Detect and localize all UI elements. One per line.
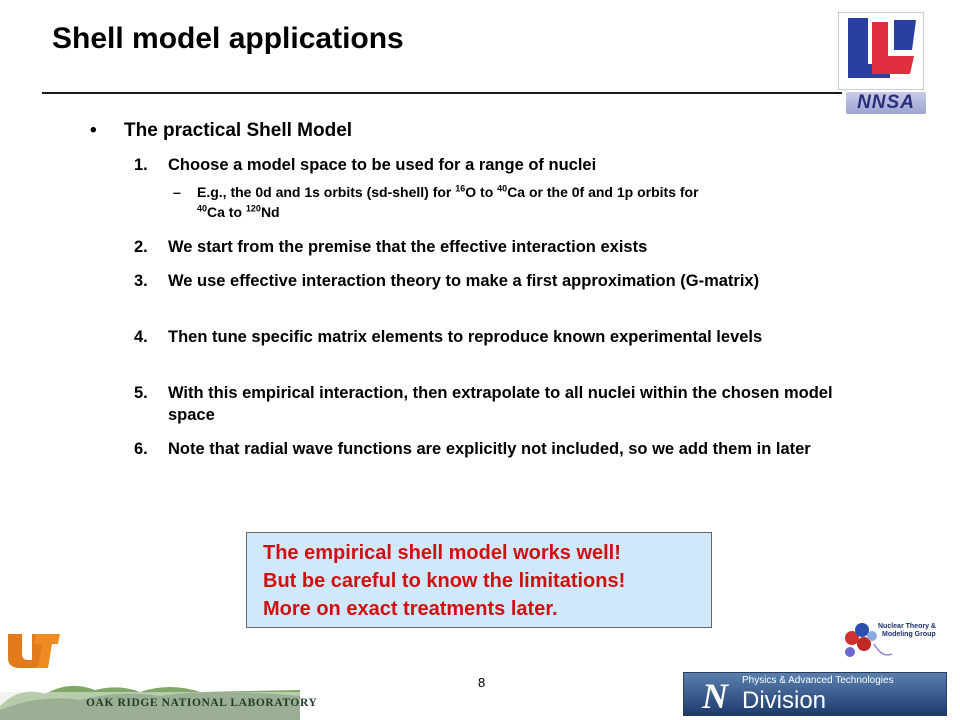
svg-text:Modeling Group: Modeling Group	[882, 631, 936, 638]
ornl-label: OAK RIDGE NATIONAL LABORATORY	[86, 697, 318, 709]
item-text: Note that radial wave functions are explicitly not included, so we add them in later	[168, 440, 811, 458]
sub-item-dash: –	[173, 184, 181, 200]
bullet-marker: •	[90, 120, 97, 141]
item-text: Choose a model space to be used for a range of nuclei	[168, 156, 597, 174]
callout-line: The empirical shell model works well!	[263, 542, 621, 564]
item-text: We start from the premise that the effective interaction exists	[168, 238, 648, 256]
llnl-logo-icon	[838, 12, 924, 90]
title-divider	[42, 92, 842, 94]
nuclear-theory-group-logo-icon	[842, 614, 954, 672]
bullet-label: The practical Shell Model	[124, 120, 353, 141]
callout-line: But be careful to know the limitations!	[263, 570, 626, 592]
n-division-name: Division	[742, 687, 827, 714]
ut-logo-icon	[6, 630, 60, 670]
slide-title: Shell model applications	[52, 22, 404, 55]
nnsa-logo: NNSA	[846, 92, 926, 114]
n-division-banner	[683, 672, 947, 716]
callout-box	[246, 532, 712, 628]
item-text: We use effective interaction theory to make a first approximation (G-matrix)	[168, 272, 760, 290]
item-number: 6.	[134, 440, 148, 458]
item-number: 3.	[134, 272, 148, 290]
n-division-letter: N	[702, 676, 728, 716]
callout-line: More on exact treatments later.	[263, 598, 558, 620]
item-number: 5.	[134, 384, 148, 402]
item-number: 2.	[134, 238, 148, 256]
sub-item-text: E.g., the 0d and 1s orbits (sd-shell) for $^{16}$O to $^{40}$Ca or the 0f and 1p orbits for $^{40}$Ca to $^{120}$Nd	[197, 183, 699, 220]
item-number: 4.	[134, 328, 148, 346]
item-text: With this empirical interaction, then extrapolate to all nuclei within the chosen model space	[168, 384, 833, 424]
svg-text:Nuclear Theory &: Nuclear Theory &	[878, 623, 936, 630]
page-number: 8	[478, 675, 486, 690]
item-text: Then tune specific matrix elements to reproduce known experimental levels	[168, 328, 763, 346]
item-number: 1.	[134, 156, 148, 174]
n-division-subtitle: Physics & Advanced Technologies	[742, 675, 894, 686]
